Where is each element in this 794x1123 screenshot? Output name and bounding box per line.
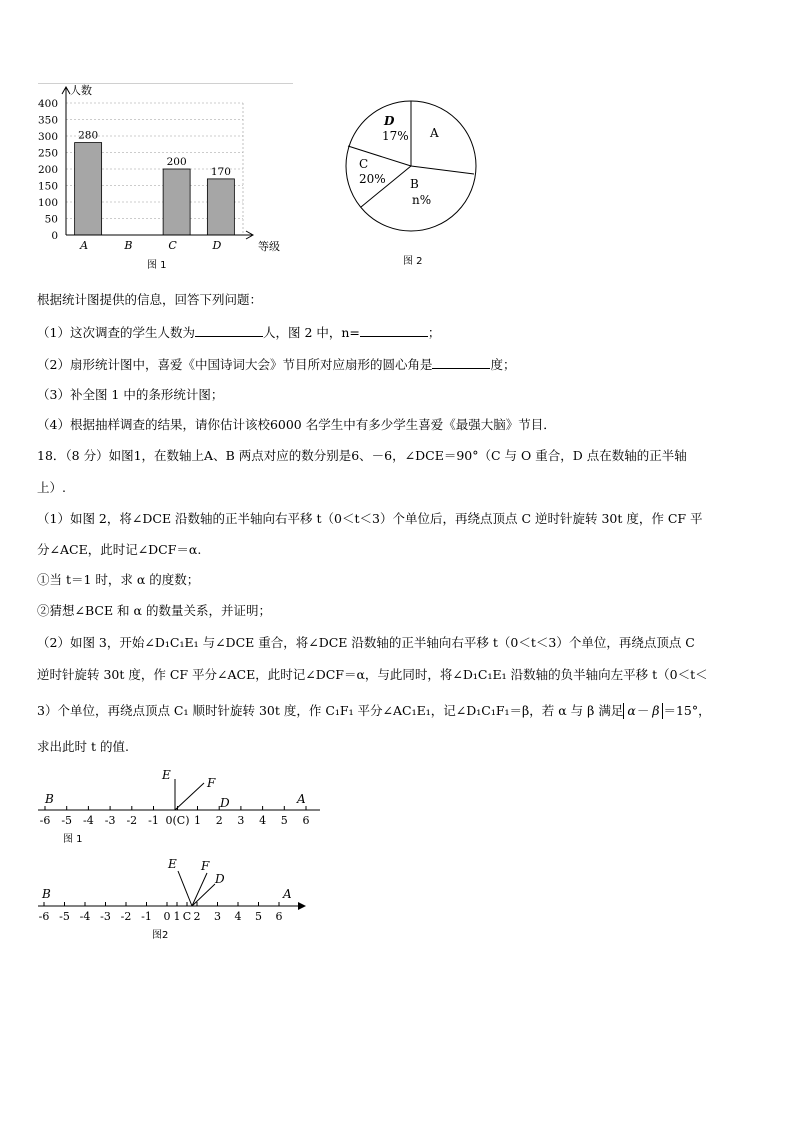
tick-label: -6 (38, 910, 50, 923)
tick-label: 0 (163, 910, 171, 923)
tick-label: 5 (255, 910, 262, 923)
point-a-label-1: A (297, 792, 306, 806)
x-category-label: A (80, 239, 89, 252)
q2-text-b: 度； (490, 357, 516, 372)
pie-slice-c-label: C (359, 157, 369, 171)
p18-2-line3-text-a: 3）个单位，再绕点顶点 C₁ 顺时针旋转 30t 度，作 C₁F₁ 平分∠AC₁E₁，记∠D₁C₁F₁＝β，若 α 与 β 满足 (37, 703, 624, 718)
tick-label: 4 (234, 910, 242, 923)
tick-label: C (182, 910, 192, 923)
ray-cf-2 (192, 873, 207, 906)
pie-slice-c-value: 20% (359, 172, 386, 186)
ray-ce-2 (178, 871, 192, 906)
problem-18-part2-line-3 (37, 703, 711, 719)
point-f-label-1: F (207, 776, 216, 790)
number-line-1-caption: 图 1 (63, 834, 83, 845)
point-e-label-1: E (162, 768, 171, 782)
tick-label: 1 (194, 814, 201, 827)
pie-slice-b-value: n% (412, 193, 432, 207)
bar-data-label: 170 (210, 165, 231, 178)
number-line-2-caption: 图2 (152, 930, 169, 941)
number-line-2-ticks (39, 902, 283, 923)
point-d-label-2: D (215, 872, 225, 886)
pie-slice-d-label: D (384, 114, 395, 128)
tick-label: -3 (100, 910, 111, 923)
question-1 (37, 324, 440, 341)
tick-label: -3 (104, 814, 116, 827)
tick-label: -6 (39, 814, 51, 827)
tick-label: -1 (141, 910, 152, 923)
intro-text: 根据统计图提供的信息，回答下列问题： (37, 292, 263, 307)
point-b-label-2: B (42, 887, 51, 901)
pie-chart (340, 95, 485, 240)
y-tick-label: 350 (37, 114, 58, 127)
figure-1-caption: 图 1 (147, 260, 167, 271)
problem-18-part2-line-2: 逆时针旋转 30t 度，作 CF 平分∠ACE，此时记∠DCF＝α，与此同时，将∠D₁C₁E₁ 沿数轴的负半轴向左平移 t（0＜t＜ (37, 667, 708, 682)
question-2 (37, 356, 515, 373)
problem-18-part2-line-1: （2）如图 3，开始∠D₁C₁E₁ 与∠DCE 重合，将∠DCE 沿数轴的正半轴向右平移 t（0＜t＜3）个单位，再绕点顶点 C (37, 635, 695, 650)
tick-label: -1 (148, 814, 159, 827)
bar-chart-categories (79, 239, 221, 252)
y-tick-label: 0 (51, 230, 58, 242)
number-line-2-arrow (298, 902, 306, 910)
tick-label: 1 (173, 910, 181, 923)
abs-value-expression: α－ β (623, 703, 663, 719)
pie-slice-d-value: 17% (382, 129, 409, 143)
y-tick-label: 100 (37, 197, 58, 209)
tick-label: -4 (83, 814, 94, 827)
problem-18-line-1: 18．（8 分）如图1，在数轴上A、B 两点对应的数分别是6、－6，∠DCE＝90°（C 与 O 重合，D 点在数轴的正半轴 (37, 448, 687, 463)
bar-data-label: 280 (78, 129, 99, 142)
y-tick-label: 50 (44, 213, 58, 226)
tick-label: 3 (214, 910, 221, 923)
bar-chart (30, 82, 295, 262)
bar-a (75, 143, 102, 235)
tick-label: 6 (275, 910, 283, 923)
bar-data-label: 200 (166, 156, 187, 168)
tick-label: 4 (259, 814, 267, 827)
point-d-label-1: D (220, 796, 230, 810)
tick-label: 3 (237, 814, 245, 827)
x-category-label: C (168, 239, 177, 252)
tick-label: 6 (302, 814, 310, 827)
tick-label: -2 (126, 814, 138, 827)
bar-chart-bars (75, 143, 235, 235)
q1-blank-n[interactable] (360, 324, 428, 337)
tick-label: -5 (59, 910, 70, 923)
question-4: （4）根据抽样调查的结果，请你估计该校6000 名学生中有多少学生喜爱《最强大脑》节目． (37, 417, 556, 432)
q1-text-c: ； (427, 325, 441, 340)
q2-blank-angle[interactable] (432, 356, 490, 369)
tick-label: 2 (193, 910, 201, 923)
q2-text-a: （2）扇形统计图中，喜爱《中国诗词大会》节目所对应扇形的圆心角是 (37, 357, 433, 372)
x-category-label: D (212, 239, 222, 252)
q1-text-a: （1）这次调查的学生人数为 (37, 325, 195, 340)
number-line-figure-2 (30, 853, 320, 928)
point-b-label-1: B (45, 792, 54, 806)
y-tick-label: 200 (37, 164, 58, 176)
y-tick-label: 250 (37, 147, 58, 160)
tick-label: 2 (215, 814, 223, 827)
ray-cf-1 (175, 783, 204, 810)
problem-18-part1-a: ①当 t＝1 时，求 α 的度数； (37, 572, 200, 587)
y-tick-label: 150 (37, 180, 58, 193)
bar-d (207, 179, 234, 235)
tick-label: -2 (120, 910, 132, 923)
problem-18-line-2: 上）. (37, 480, 66, 495)
tick-label: 5 (280, 814, 288, 827)
figure-2-caption: 图 2 (403, 256, 423, 267)
tick-label: -4 (79, 910, 91, 923)
q1-text-b: 人，图 2 中，n= (262, 325, 360, 340)
bar-c (163, 169, 190, 235)
pie-slice-b-label: B (410, 177, 419, 191)
x-axis-label: 等级 (258, 240, 280, 253)
point-a-label-2: A (283, 887, 292, 901)
problem-18-part1-b: ②猜想∠BCE 和 α 的数量关系，并证明； (37, 603, 271, 618)
y-axis-label: 人数 (70, 84, 92, 97)
bar-chart-y-ticks (38, 98, 58, 242)
x-category-label: B (124, 239, 133, 252)
y-tick-label: 400 (37, 98, 58, 110)
tick-label: -5 (61, 814, 73, 827)
problem-18-part1-line-1: （1）如图 2，将∠DCE 沿数轴的正半轴向右平移 t（0＜t＜3）个单位后，再绕点顶点 C 逆时针旋转 30t 度，作 CF 平 (37, 511, 703, 526)
problem-18-part2-line-4: 求出此时 t 的值. (37, 739, 129, 754)
point-e-label-2: E (168, 857, 177, 871)
tick-label: 0(C) (165, 814, 190, 827)
p18-2-line3-text-b: ＝15°， (663, 703, 711, 718)
ray-cd-2 (192, 884, 215, 906)
y-tick-label: 300 (37, 131, 58, 143)
problem-18-part1-line-2: 分∠ACE，此时记∠DCF＝α. (37, 542, 202, 557)
pie-slice-a-label: A (430, 126, 439, 140)
q1-blank-count[interactable] (195, 324, 263, 337)
point-f-label-2: F (201, 859, 210, 873)
question-3: （3）补全图 1 中的条形统计图； (37, 387, 224, 402)
